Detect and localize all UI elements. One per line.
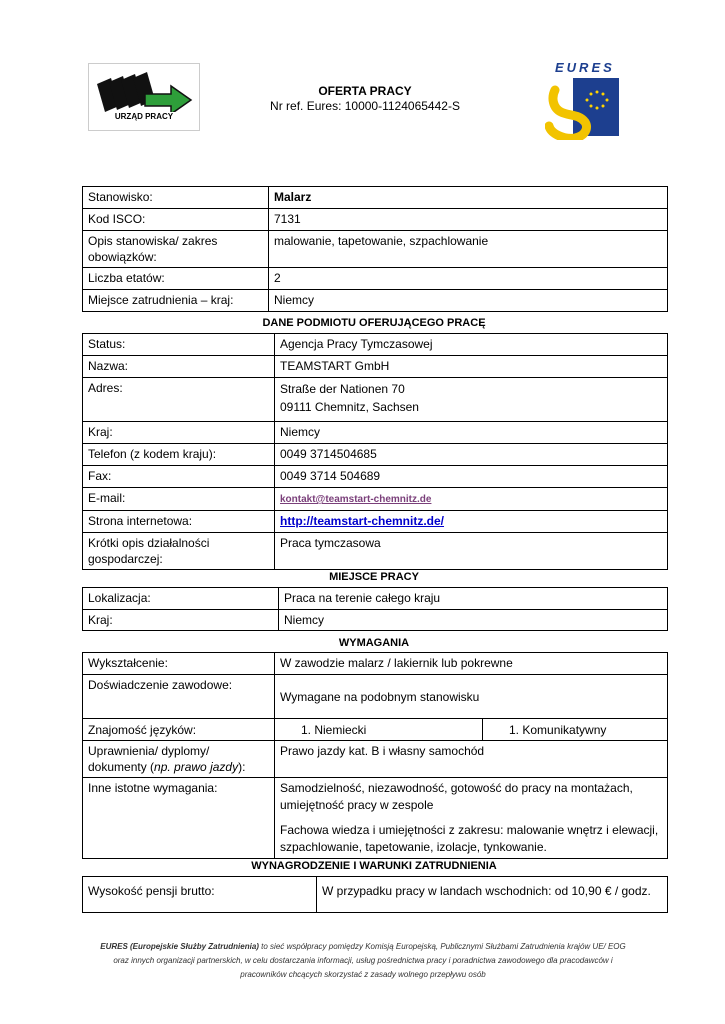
- company-name-label: Nazwa:: [83, 356, 275, 378]
- workplace-table: [82, 587, 668, 631]
- job-country-value: Niemcy: [269, 290, 668, 312]
- positions-value: 2: [269, 268, 668, 290]
- address-label: Adres:: [83, 378, 275, 422]
- education-value: W zawodzie malarz / lakiernik lub pokrewne: [275, 653, 668, 675]
- table-row: [83, 675, 668, 719]
- requirements-table: [82, 652, 668, 859]
- employer-heading: DANE PODMIOTU OFERUJĄCEGO PRACĘ: [262, 317, 486, 329]
- table-row: [83, 378, 668, 422]
- status-value: Agencja Pracy Tymczasowej: [275, 334, 668, 356]
- table-row: [83, 653, 668, 675]
- employer-table: [82, 333, 668, 570]
- description-value: malowanie, tapetowanie, szpachlowanie: [269, 231, 668, 268]
- website-label: Strona internetowa:: [83, 511, 275, 533]
- urzad-pracy-logo: [88, 63, 200, 131]
- job-title-value: Malarz: [269, 187, 668, 209]
- footer-line-1: [60, 940, 666, 954]
- footer-line-3: pracowników chcących skorzystać z zasady wolnego przepływu osób: [240, 970, 486, 979]
- salary-heading: WYNAGRODZENIE I WARUNKI ZATRUDNIENIA: [251, 860, 497, 872]
- table-row: [83, 356, 668, 378]
- email-link[interactable]: kontakt@teamstart-chemnitz.de: [280, 494, 432, 505]
- language-level-value: 1. Komunikatywny: [483, 719, 668, 741]
- activity-value: Praca tymczasowa: [275, 533, 668, 570]
- workplace-country-value: Niemcy: [279, 610, 668, 631]
- licenses-label-example: np. prawo jazdy: [154, 760, 239, 774]
- urzad-pracy-logo-text: URZĄD PRACY: [114, 112, 174, 121]
- licenses-label-main: Uprawnienia/ dyplomy/ dokumenty (: [88, 744, 210, 774]
- table-row: [83, 877, 668, 913]
- description-label: Opis stanowiska/ zakres obowiązków:: [83, 231, 269, 268]
- table-row: [83, 588, 668, 610]
- table-row: [83, 741, 668, 778]
- salary-value: W przypadku pracy w landach wschodnich: od 10,90 € / godz.: [317, 877, 668, 913]
- workplace-heading: MIEJSCE PRACY: [329, 571, 419, 583]
- table-row: [83, 334, 668, 356]
- eures-logo-graphic: [545, 76, 621, 140]
- table-row: [83, 511, 668, 533]
- table-row: [83, 610, 668, 631]
- requirements-heading: WYMAGANIA: [338, 637, 410, 649]
- table-row: [83, 778, 668, 859]
- language-value: 1. Niemiecki: [275, 719, 483, 741]
- table-row: [83, 466, 668, 488]
- licenses-label-end: ):: [238, 760, 246, 774]
- phone-value: 0049 3714504685: [275, 444, 668, 466]
- salary-label: Wysokość pensji brutto:: [83, 877, 317, 913]
- table-row: [83, 187, 668, 209]
- footer-eures-name: EURES (Europejskie Służby Zatrudnienia): [100, 942, 259, 951]
- location-label: Lokalizacja:: [83, 588, 279, 610]
- table-row: [83, 533, 668, 570]
- company-name-value: TEAMSTART GmbH: [275, 356, 668, 378]
- salary-table: [82, 876, 668, 913]
- isco-label: Kod ISCO:: [83, 209, 269, 231]
- eures-logo: [545, 60, 621, 140]
- licenses-value: Prawo jazdy kat. B i własny samochód: [275, 741, 668, 778]
- footer-line-2: oraz innych organizacji partnerskich, w celu dostarczania informacji, usług pośrednictwa pracy i poradnictwa zawodowego dla pracodawców i: [113, 956, 613, 965]
- footer-line-1-rest: to sieć współpracy pomiędzy Komisją Europejską, Publicznymi Służbami Zatrudnienia krajów UE/ EOG: [258, 942, 626, 951]
- status-label: Status:: [83, 334, 275, 356]
- isco-value: 7131: [269, 209, 668, 231]
- table-row: [83, 444, 668, 466]
- other-requirement-2: Fachowa wiedza i umiejętności z zakresu: malowanie wnętrz i elewacji, szpachlowanie, tapetowanie, izolacje, tynkowanie.: [280, 823, 659, 854]
- eures-logo-text: EURES: [555, 60, 615, 75]
- education-label: Wykształcenie:: [83, 653, 275, 675]
- email-label: E-mail:: [83, 488, 275, 511]
- other-requirement-1: Samodzielność, niezawodność, gotowość do pracy na montażach, umiejętność pracy w zespole: [280, 781, 633, 812]
- table-row: [83, 719, 668, 741]
- languages-label: Znajomość języków:: [83, 719, 275, 741]
- page-title: OFERTA PRACY: [318, 84, 412, 98]
- other-requirements-label: Inne istotne wymagania:: [83, 778, 275, 859]
- table-row: [83, 231, 668, 268]
- positions-label: Liczba etatów:: [83, 268, 269, 290]
- activity-label: Krótki opis działalności gospodarczej:: [83, 533, 275, 570]
- address-line-2: 09111 Chemnitz, Sachsen: [280, 400, 419, 414]
- other-requirements-value: [275, 778, 668, 859]
- fax-label: Fax:: [83, 466, 275, 488]
- job-country-label: Miejsce zatrudnienia – kraj:: [83, 290, 269, 312]
- location-value: Praca na terenie całego kraju: [279, 588, 668, 610]
- country-value: Niemcy: [275, 422, 668, 444]
- country-label: Kraj:: [83, 422, 275, 444]
- workplace-country-label: Kraj:: [83, 610, 279, 631]
- table-row: [83, 290, 668, 312]
- licenses-label: [83, 741, 275, 778]
- table-row: [83, 209, 668, 231]
- phone-label: Telefon (z kodem kraju):: [83, 444, 275, 466]
- address-line-1: Straße der Nationen 70: [280, 382, 405, 396]
- table-row: [83, 268, 668, 290]
- website-cell: [275, 511, 668, 533]
- fax-value: 0049 3714 504689: [275, 466, 668, 488]
- footer: [60, 940, 666, 982]
- table-row: [83, 422, 668, 444]
- reference-number: Nr ref. Eures: 10000-1124065442-S: [270, 99, 460, 113]
- table-row: [83, 488, 668, 511]
- experience-value: Wymagane na podobnym stanowisku: [275, 675, 668, 719]
- job-title-label: Stanowisko:: [83, 187, 269, 209]
- website-link[interactable]: http://teamstart-chemnitz.de/: [280, 514, 445, 528]
- job-table: [82, 186, 668, 312]
- experience-label: Doświadczenie zawodowe:: [83, 675, 275, 719]
- email-cell: [275, 488, 668, 511]
- address-value: [275, 378, 668, 422]
